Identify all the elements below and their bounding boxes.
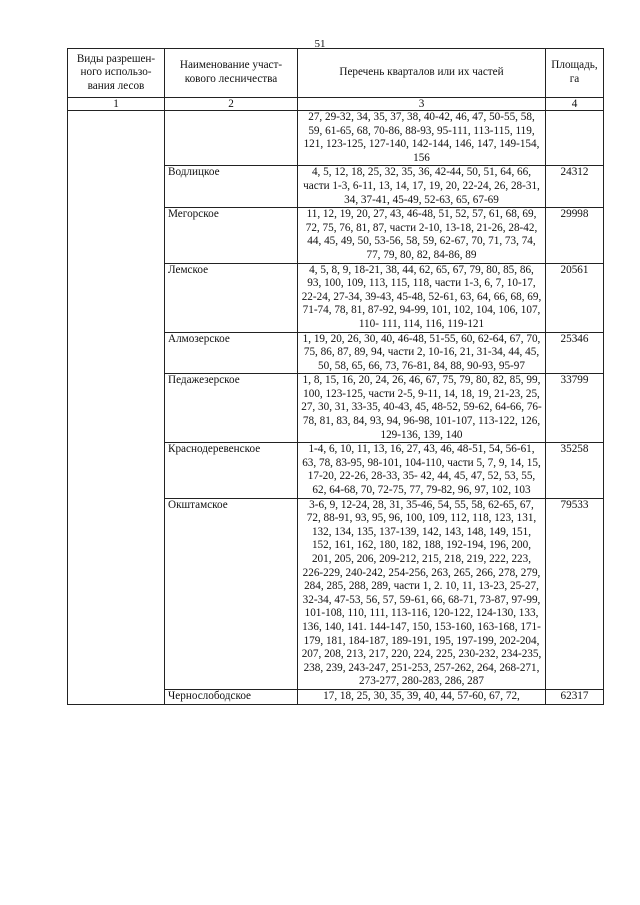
forestry-name-cell: Краснодеревенское xyxy=(165,443,298,498)
quarters-cell: 11, 12, 19, 20, 27, 43, 46-48, 51, 52, 57, 61, 68, 69, 72, 75, 76, 81, 87, части 2-10, 13-18, 21-26, 28-42, 44, 45, 49, 50, 53-56, 58, 59, 62-67, 70, 71, 73, 74, 77, 79, 80, 82, 84-86, 89 xyxy=(298,208,546,263)
land-use-type-cell xyxy=(68,111,165,705)
quarters-cell: 27, 29-32, 34, 35, 37, 38, 40-42, 46, 47, 50-55, 58, 59, 61-65, 68, 70-86, 88-93, 95-111, 113-115, 119, 121, 123-125, 127-140, 142-144, 146, 147, 149-154, 156 xyxy=(298,111,546,166)
forestry-name-cell: Водлицкое xyxy=(165,166,298,208)
forestry-name-cell: Лемское xyxy=(165,263,298,332)
forestry-name-cell: Мегорское xyxy=(165,208,298,263)
quarters-cell: 1-4, 6, 10, 11, 13, 16, 27, 43, 46, 48-51, 54, 56-61, 63, 78, 83-95, 98-101, 104-110, части 5, 7, 9, 14, 15, 17-20, 22-26, 28-33, 35- 42, 44, 45, 47, 52, 53, 55, 62, 64-68, 70, 72-75, 77, 79-82, 96, 97, 102, 103 xyxy=(298,443,546,498)
column-number: 3 xyxy=(298,98,546,111)
table-header-row xyxy=(68,49,604,98)
column-number: 4 xyxy=(546,98,604,111)
area-cell: 20561 xyxy=(546,263,604,332)
forestry-name-cell: Педажезерское xyxy=(165,374,298,443)
quarters-cell: 1, 8, 15, 16, 20, 24, 26, 46, 67, 75, 79, 80, 82, 85, 99, 100, 123-125, части 2-5, 9-11, 14, 18, 19, 21-23, 25, 27, 30, 31, 33-35, 40-43, 45, 48-52, 59-62, 64-66, 76-78, 81, 83, 84, 93, 94, 96-98, 101-107, 113-122, 126, 129-136, 139, 140 xyxy=(298,374,546,443)
area-cell: 25346 xyxy=(546,332,604,374)
header-forestry-name: Наименование участ- кового лесничества xyxy=(165,49,298,98)
area-cell: 79533 xyxy=(546,498,604,689)
table-row xyxy=(68,111,604,166)
header-land-use-type: Виды разрешен- ного использо- вания лесов xyxy=(68,49,165,98)
header-quarters-list: Перечень кварталов или их частей xyxy=(298,49,546,98)
forestry-name-cell xyxy=(165,111,298,166)
quarters-cell: 17, 18, 25, 30, 35, 39, 40, 44, 57-60, 67, 72, xyxy=(298,689,546,704)
column-number: 1 xyxy=(68,98,165,111)
area-cell: 29998 xyxy=(546,208,604,263)
header-area: Площадь, га xyxy=(546,49,604,98)
quarters-cell: 1, 19, 20, 26, 30, 40, 46-48, 51-55, 60, 62-64, 67, 70, 75, 86, 87, 89, 94, части 2, 10-16, 21, 31-34, 44, 45, 50, 58, 65, 66, 73, 76-81, 84, 88, 90-93, 95-97 xyxy=(298,332,546,374)
table-body xyxy=(68,111,604,705)
quarters-cell: 4, 5, 8, 9, 18-21, 38, 44, 62, 65, 67, 79, 80, 85, 86, 93, 100, 109, 113, 115, 118, части 1-3, 6, 7, 10-17, 22-24, 27-34, 39-43, 45-48, 52-61, 63, 64, 66, 68, 69, 71-74, 78, 81, 87-92, 94-99, 101, 102, 104, 106, 107, 110- 111, 114, 116, 119-121 xyxy=(298,263,546,332)
forestry-name-cell: Окштамское xyxy=(165,498,298,689)
area-cell: 35258 xyxy=(546,443,604,498)
page-number: 51 xyxy=(314,38,326,50)
quarters-cell: 4, 5, 12, 18, 25, 32, 35, 36, 42-44, 50, 51, 64, 66, части 1-3, 6-11, 13, 14, 17, 19, 20, 22-24, 26, 28-31, 34, 37-41, 45-49, 52-63, 65, 67-69 xyxy=(298,166,546,208)
area-cell xyxy=(546,111,604,166)
forestry-name-cell: Алмозерское xyxy=(165,332,298,374)
area-cell: 33799 xyxy=(546,374,604,443)
area-cell: 24312 xyxy=(546,166,604,208)
forestry-name-cell: Чернослободское xyxy=(165,689,298,704)
area-cell: 62317 xyxy=(546,689,604,704)
forest-quarters-table xyxy=(67,48,604,705)
quarters-cell: 3-6, 9, 12-24, 28, 31, 35-46, 54, 55, 58, 62-65, 67, 72, 88-91, 93, 95, 96, 100, 109, 112, 118, 123, 131, 132, 134, 135, 137-139, 142, 143, 148, 149, 151, 152, 161, 162, 180, 182, 188, 192-194, 196, 200, 201, 205, 206, 209-212, 215, 218, 219, 222, 223, 226-229, 240-242, 254-256, 263, 265, 266, 278, 279, 284, 285, 288, 289, части 1, 2. 10, 11, 13-23, 25-27, 32-34, 47-53, 56, 57, 59-61, 66, 68-71, 73-87, 97-99, 101-108, 110, 111, 113-116, 120-122, 124-130, 133, 136, 140, 141. 144-147, 150, 153-160, 163-168, 171-179, 181, 184-187, 189-191, 195, 197-199, 202-204, 207, 208, 213, 217, 220, 224, 225, 230-232, 234-235, 238, 239, 243-247, 251-253, 257-262, 264, 268-271, 273-277, 280-283, 286, 287 xyxy=(298,498,546,689)
column-number-row xyxy=(68,98,604,111)
column-number: 2 xyxy=(165,98,298,111)
